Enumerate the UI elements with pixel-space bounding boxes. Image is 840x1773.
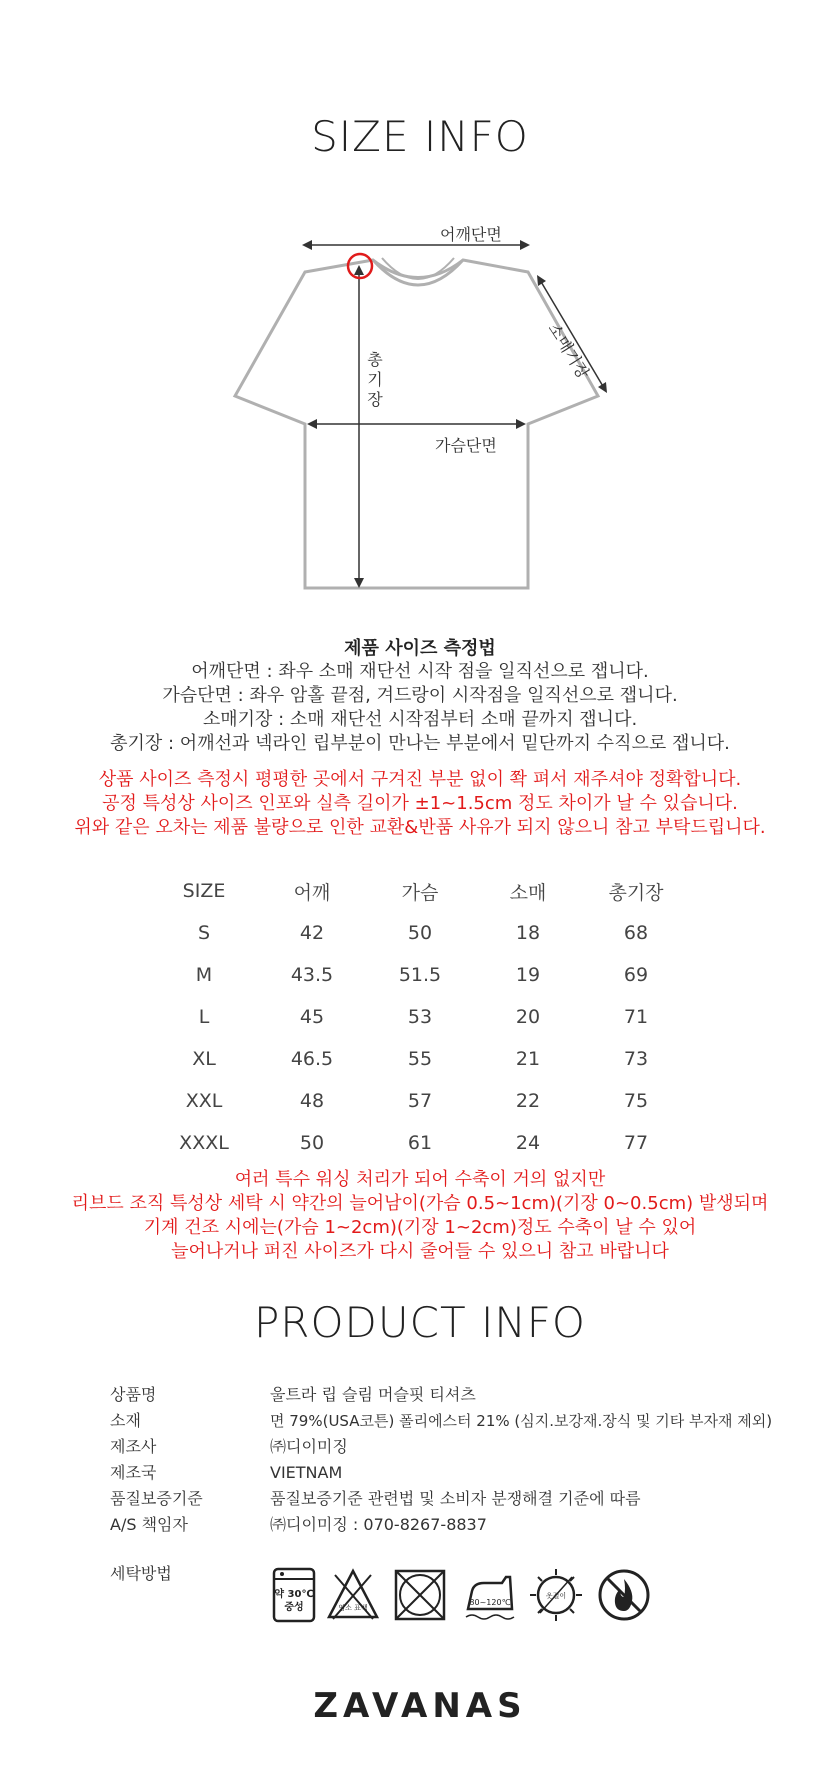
- cell-sleeve: 21: [515, 1048, 541, 1070]
- wash-notice-line: 늘어나거나 퍼진 사이즈가 다시 줄어들 수 있으니 참고 바랍니다: [171, 1241, 669, 1262]
- wash-notice-line: 기계 건조 시에는(가슴 1~2cm)(기장 1~2cm)정도 수축이 날 수 있어: [143, 1217, 697, 1238]
- size-info-title: SIZE INFO: [311, 112, 529, 161]
- cell-total: 71: [623, 1006, 649, 1028]
- shoulder-label: 어깨단면: [440, 225, 502, 244]
- header-chest: 가슴: [401, 881, 439, 904]
- guide-line: 소매기장 : 소매 재단선 시작점부터 소매 끝까지 잽니다.: [202, 709, 638, 730]
- no-fire-icon: [596, 1565, 652, 1625]
- hand-wash-30-icon: [270, 1565, 322, 1625]
- guide-line: 총기장 : 어깨선과 넥라인 립부분이 만나는 부분에서 밑단까지 수직으로 잽니다.: [110, 733, 730, 754]
- cell-size: XL: [192, 1048, 216, 1070]
- measure-guide-title: 제품 사이즈 측정법: [344, 638, 496, 659]
- header-total: 총기장: [608, 881, 664, 904]
- wash-notice-line: 리브드 조직 특성상 세탁 시 약간의 늘어남이(가슴 0.5~1cm)(기장 0~0.5cm) 발생되며: [71, 1193, 769, 1214]
- cell-sleeve: 18: [515, 922, 541, 944]
- cell-size: XXXL: [179, 1132, 229, 1154]
- cell-size: M: [195, 964, 213, 986]
- no-tumble-dry-icon: [392, 1565, 448, 1625]
- product-info-title: PRODUCT INFO: [253, 1298, 586, 1347]
- no-bleach-icon: [325, 1565, 381, 1625]
- cell-sleeve: 22: [515, 1090, 541, 1112]
- notice-line: 상품 사이즈 측정시 평평한 곳에서 구겨진 부분 없이 쫙 펴서 재주셔야 정확합니다.: [98, 769, 742, 790]
- cell-shoulder: 43.5: [290, 964, 334, 986]
- bleach-text: 염소 표백: [338, 1604, 368, 1612]
- cell-shoulder: 42: [299, 922, 325, 944]
- cell-sleeve: 19: [515, 964, 541, 986]
- cell-chest: 61: [407, 1132, 433, 1154]
- cell-total: 75: [623, 1090, 649, 1112]
- cell-total: 69: [623, 964, 649, 986]
- table-row: [150, 1080, 690, 1122]
- wash-notice-line: 여러 특수 워싱 처리가 되어 수축이 거의 없지만: [234, 1169, 606, 1190]
- measure-guide: [0, 660, 840, 756]
- chest-arrow: [307, 419, 526, 429]
- cell-total: 73: [623, 1048, 649, 1070]
- cell-sleeve: 20: [515, 1006, 541, 1028]
- iron-temp-text: 80~120℃: [469, 1598, 511, 1607]
- table-row: [150, 954, 690, 996]
- tshirt-size-diagram: [0, 220, 840, 600]
- cell-total: 77: [623, 1132, 649, 1154]
- total-length-label: 총 기 장: [367, 350, 383, 409]
- header-sleeve: 소매: [509, 881, 547, 904]
- guide-line: 가슴단면 : 좌우 암홀 끝점, 겨드랑이 시작점을 일직선으로 잽니다.: [162, 685, 678, 706]
- wash-temp-text: 약 30℃: [274, 1589, 314, 1600]
- cell-shoulder: 45: [299, 1006, 325, 1028]
- notice-line: 위와 같은 오차는 제품 불량으로 인한 교환&반품 사유가 되지 않으니 참고 부탁드립니다.: [74, 817, 766, 838]
- cell-size: XXL: [185, 1090, 223, 1112]
- cell-chest: 50: [407, 922, 433, 944]
- header-shoulder: 어깨: [293, 881, 331, 904]
- cell-chest: 53: [407, 1006, 433, 1028]
- header-size: SIZE: [182, 880, 226, 902]
- size-notice: [0, 768, 840, 840]
- table-row: [150, 912, 690, 954]
- wash-detergent-text: 중성: [284, 1602, 304, 1613]
- guide-line: 어깨단면 : 좌우 소매 재단선 시작 점을 일직선으로 잽니다.: [191, 661, 649, 682]
- cell-sleeve: 24: [515, 1132, 541, 1154]
- wash-notice: [0, 1168, 840, 1264]
- table-row: [150, 1122, 690, 1164]
- cell-shoulder: 48: [299, 1090, 325, 1112]
- cell-size: S: [197, 922, 211, 944]
- cell-chest: 55: [407, 1048, 433, 1070]
- brand-logo: ZAVANAS: [313, 1686, 527, 1726]
- chest-label: 가슴단면: [435, 436, 497, 455]
- sleeve-label: 소매기장: [544, 319, 594, 383]
- cell-chest: 57: [407, 1090, 433, 1112]
- table-row: [150, 1038, 690, 1080]
- dry-text: 옷걸이: [545, 1592, 567, 1600]
- table-row: [150, 996, 690, 1038]
- iron-icon: [460, 1565, 520, 1625]
- cell-chest: 51.5: [398, 964, 442, 986]
- cell-shoulder: 46.5: [290, 1048, 334, 1070]
- cell-size: L: [198, 1006, 210, 1028]
- size-table: [150, 870, 690, 1164]
- notice-line: 공정 특성상 사이즈 인포와 실측 길이가 ±1~1.5cm 정도 차이가 날 수 있습니다.: [102, 793, 738, 814]
- cell-total: 68: [623, 922, 649, 944]
- table-header-row: [150, 870, 690, 912]
- line-dry-icon: [528, 1565, 584, 1625]
- cell-shoulder: 50: [299, 1132, 325, 1154]
- total-length-arrow: [354, 265, 364, 588]
